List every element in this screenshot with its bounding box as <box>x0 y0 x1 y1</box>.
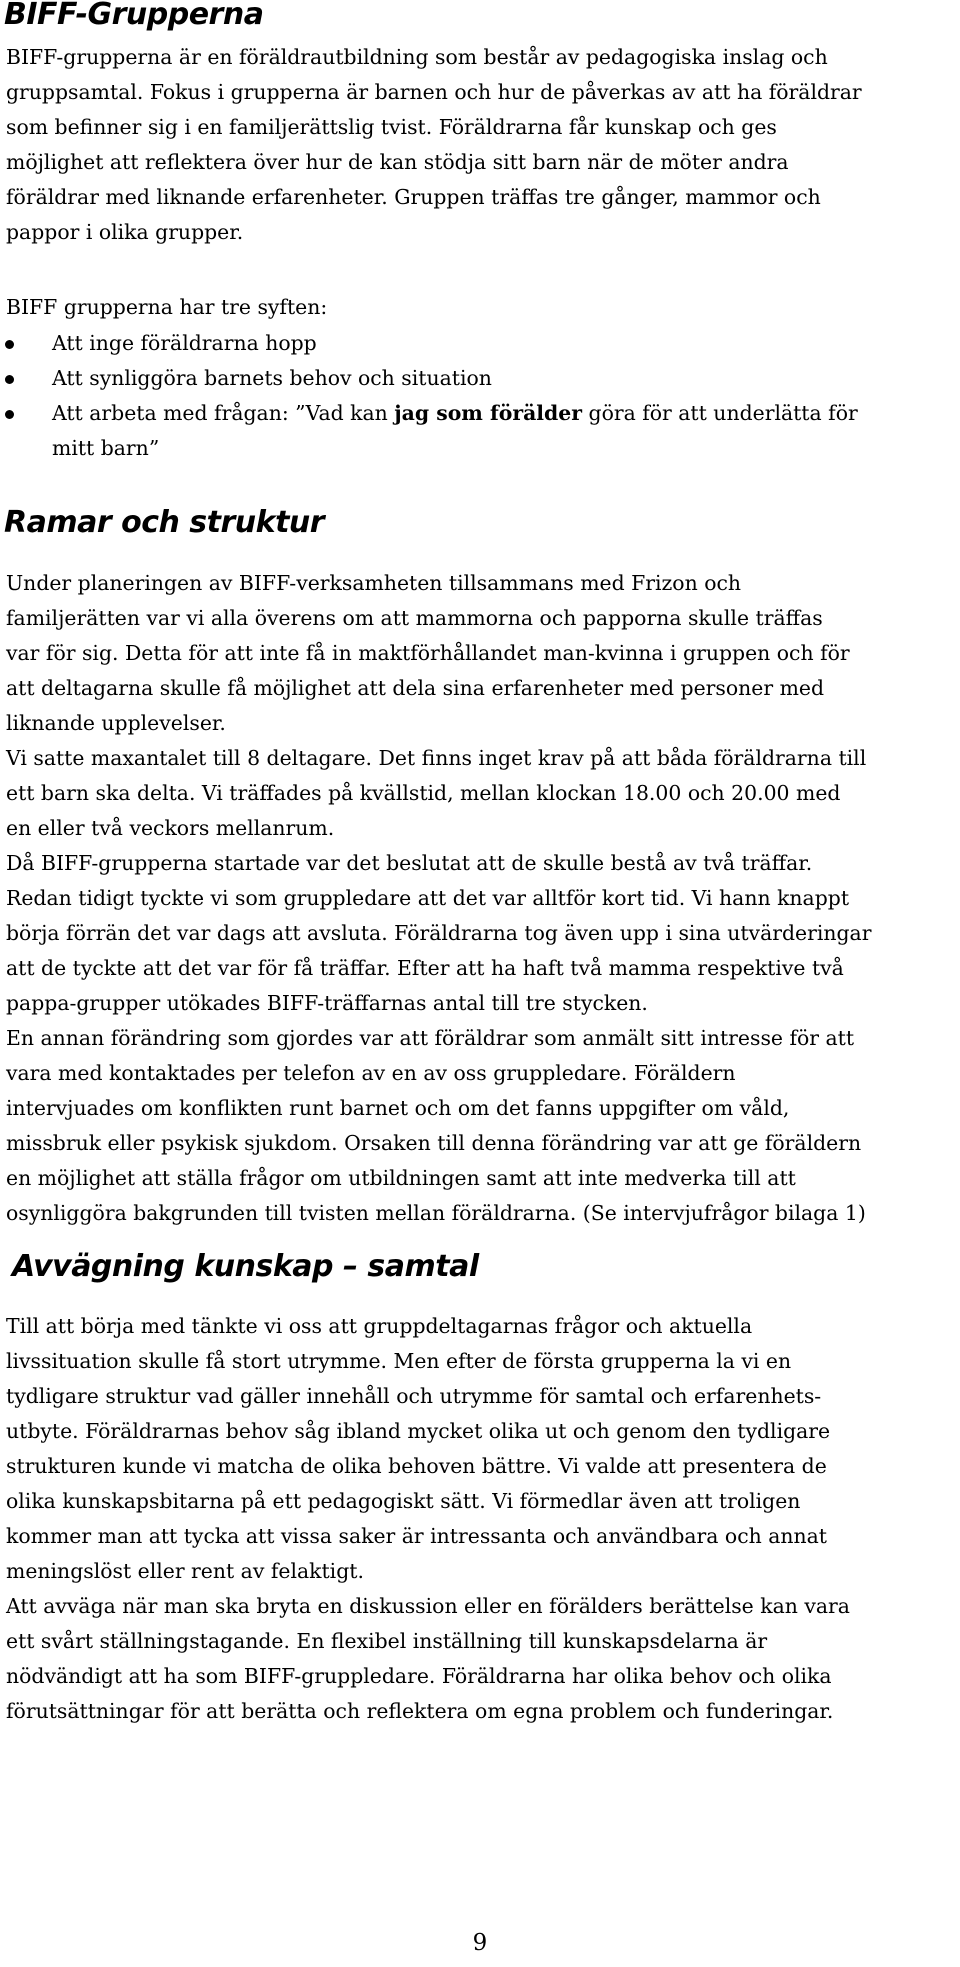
purposes-list <box>0 326 960 466</box>
text-run: Att arbeta med frågan: ”Vad kan <box>52 401 395 425</box>
list-item <box>0 326 960 361</box>
ramar-paragraph <box>6 566 956 1231</box>
text-line: Vi satte maxantalet till 8 deltagare. Det finns inget krav på att båda föräldrarna till <box>6 746 867 770</box>
text-line: nödvändigt att ha som BIFF-gruppledare. Föräldrarna har olika behov och olika <box>6 1664 832 1688</box>
text-line: pappor i olika grupper. <box>6 220 244 244</box>
page-number: 9 <box>472 1930 488 1956</box>
text-line: meningslöst eller rent av felaktigt. <box>6 1559 364 1583</box>
text-line: utbyte. Föräldrarnas behov såg ibland mycket olika ut och genom den tydligare <box>6 1419 831 1443</box>
bullet-icon <box>5 410 14 419</box>
bullet-icon <box>5 340 14 349</box>
text-line: intervjuades om konflikten runt barnet och om det fanns uppgifter om våld, <box>6 1096 790 1120</box>
text-line: Till att börja med tänkte vi oss att gruppdeltagarnas frågor och aktuella <box>6 1314 753 1338</box>
text-line: som befinner sig i en familjerättslig tvist. Föräldrarna får kunskap och ges <box>6 115 777 139</box>
text-line: tydligare struktur vad gäller innehåll och utrymme för samtal och erfarenhets- <box>6 1384 822 1408</box>
list-item-text: Att synliggöra barnets behov och situation <box>52 366 492 390</box>
purposes-intro <box>6 290 956 325</box>
text-line: kommer man att tycka att vissa saker är intressanta och användbara och annat <box>6 1524 828 1548</box>
text-line: livssituation skulle få stort utrymme. Men efter de första grupperna la vi en <box>6 1349 792 1373</box>
text-line: föräldrar med liknande erfarenheter. Gruppen träffas tre gånger, mammor och <box>6 185 821 209</box>
text-line: en möjlighet att ställa frågor om utbildningen samt att inte medverka till att <box>6 1166 796 1190</box>
bullet-icon <box>5 375 14 384</box>
text-line: var för sig. Detta för att inte få in maktförhållandet man-kvinna i gruppen och för <box>6 641 850 665</box>
text-line: osynliggöra bakgrunden till tvisten mellan föräldrarna. (Se intervjufrågor bilaga 1) <box>6 1201 866 1225</box>
text-line: En annan förändring som gjordes var att föräldrar som anmält sitt intresse för att <box>6 1026 855 1050</box>
text-line: Under planeringen av BIFF-verksamheten tillsammans med Frizon och <box>6 571 742 595</box>
text-line: börja förrän det var dags att avsluta. Föräldrarna tog även upp i sina utvärderingar <box>6 921 872 945</box>
section-heading-ramar: Ramar och struktur <box>4 505 325 540</box>
text-line: Att avväga när man ska bryta en diskussion eller en förälders berättelse kan vara <box>6 1594 850 1618</box>
text-run: göra för att underlätta för <box>582 401 858 425</box>
list-item-text-continuation: mitt barn” <box>52 436 160 460</box>
text-line: vara med kontaktades per telefon av en av oss gruppledare. Föräldern <box>6 1061 736 1085</box>
text-line: en eller två veckors mellanrum. <box>6 816 335 840</box>
text-line: BIFF grupperna har tre syften: <box>6 295 328 319</box>
text-line: BIFF-grupperna är en föräldrautbildning som består av pedagogiska inslag och <box>6 45 828 69</box>
text-line: ett barn ska delta. Vi träffades på kvällstid, mellan klockan 18.00 och 20.00 med <box>6 781 841 805</box>
text-line: missbruk eller psykisk sjukdom. Orsaken till denna förändring var att ge föräldern <box>6 1131 862 1155</box>
text-line: att deltagarna skulle få möjlighet att dela sina erfarenheter med personer med <box>6 676 825 700</box>
text-line: möjlighet att reflektera över hur de kan stödja sitt barn när de möter andra <box>6 150 789 174</box>
text-line: olika kunskapsbitarna på ett pedagogiskt sätt. Vi förmedlar även att troligen <box>6 1489 801 1513</box>
text-line: liknande upplevelser. <box>6 711 226 735</box>
text-line: familjerätten var vi alla överens om att mammorna och papporna skulle träffas <box>6 606 823 630</box>
text-line: förutsättningar för att berätta och reflektera om egna problem och funderingar. <box>6 1699 834 1723</box>
text-line: gruppsamtal. Fokus i grupperna är barnen och hur de påverkas av att ha föräldrar <box>6 80 862 104</box>
section-heading-avvagning: Avvägning kunskap – samtal <box>12 1249 479 1284</box>
intro-paragraph <box>6 40 956 250</box>
text-line: strukturen kunde vi matcha de olika behoven bättre. Vi valde att presentera de <box>6 1454 827 1478</box>
text-line: Redan tidigt tyckte vi som gruppledare att det var alltför kort tid. Vi hann knappt <box>6 886 850 910</box>
text-line: ett svårt ställningstagande. En flexibel inställning till kunskapsdelarna är <box>6 1629 768 1653</box>
list-item-text: Att inge föräldrarna hopp <box>52 331 317 355</box>
section-heading-biff-grupperna: BIFF-Grupperna <box>4 0 264 32</box>
list-item-text <box>52 401 858 425</box>
text-line: pappa-grupper utökades BIFF-träffarnas antal till tre stycken. <box>6 991 648 1015</box>
emphasis-text: jag som förälder <box>394 401 583 425</box>
avvagning-paragraph <box>6 1309 956 1729</box>
text-line: att de tyckte att det var för få träffar. Efter att ha haft två mamma respektive två <box>6 956 844 980</box>
list-item <box>0 396 960 466</box>
text-line: Då BIFF-grupperna startade var det beslutat att de skulle bestå av två träffar. <box>6 851 813 875</box>
list-item <box>0 361 960 396</box>
